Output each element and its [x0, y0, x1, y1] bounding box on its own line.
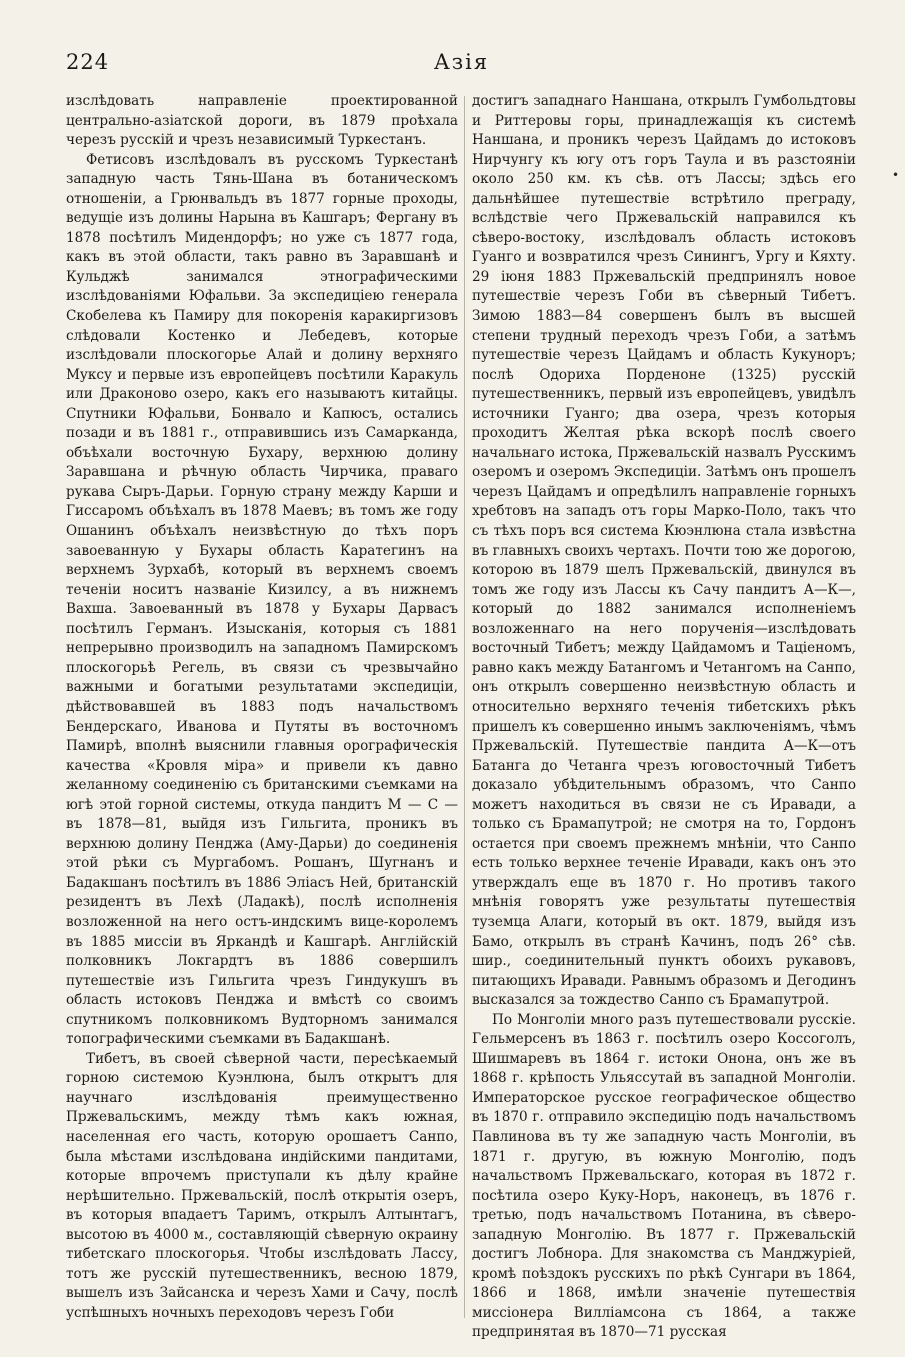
paragraph: Тибетъ, въ своей сѣверной части, пересѣкаемый горною системою Куэнлюна, былъ открытъ для научнаго изслѣдованія преимущественно Пржевальскимъ, между тѣмъ какъ южная, населенная его часть, которую орошаетъ Санпо, была мѣстами изслѣдована индійскими пандитами, которые впрочемъ приступали къ дѣлу крайне нерѣшительно. Пржевальскій, послѣ открытія озеръ, въ которыя впадаетъ Таримъ, открылъ Алтынтагъ, высотою въ 4000 м., составляющій сѣверную окраину тибетскаго плоскогорья. Чтобы изслѣдовать Лассу, тотъ же русскій путешественникъ, весною 1879, вышелъ изъ Зайсанска и черезъ Хами и Сачу, послѣ успѣшныхъ ночныхъ переходовъ черезъ Гоби — [66, 1050, 458, 1321]
column-divider — [464, 96, 465, 1318]
running-title: Азія — [433, 50, 490, 74]
paragraph: По Монголіи много разъ путешествовали русскіе. Гельмерсенъ въ 1863 г. посѣтилъ озеро Коссоголъ, Шишмаревъ въ 1864 г. истоки Онона, онъ же въ 1868 г. крѣпость Ульяссутай въ западной Монголіи. Императорское русское географическое общество въ 1870 г. отправило экспедицію подъ начальствомъ Павлинова въ ту же западную часть Монголіи, въ 1871 г. другую, въ южную Монголію, подъ начальствомъ Пржевальскаго, которая въ 1872 г. посѣтила озеро Куку-Норъ, наконецъ, въ 1876 г. третью, подъ начальствомъ Потанина, въ сѣверо-западную Монголію. Въ 1877 г. Пржевальскій достигъ Лобнора. Для знакомства съ Манджуріей, кромѣ поѣздокъ русскихъ по рѣкѣ Сунгари въ 1864, 1866 и 1868, имѣли значеніе путешествія миссіонера Вилліамсона съ 1864, а также предпринятая въ 1870—71 русская — [472, 1011, 856, 1341]
paragraph: достигъ западнаго Наншана, открылъ Гумбольдтовы и Риттеровы горы, принадлежащія къ системѣ Наншана, и проникъ черезъ Цайдамъ до истоковъ Нирчунгу къ югу отъ горъ Таула и въ разстояніи около 250 км. къ сѣв. отъ Лассы; здѣсь его дальнѣйшее путешествіе встрѣтило преграду, вслѣдствіе чего Пржевальскій направился къ сѣверо-востоку, изслѣдовалъ область истоковъ Гуанго и возвратился чрезъ Синингъ, Ургу и Кяхту. 29 іюня 1883 Пржевальскій предпринялъ новое путешествіе черезъ Гоби въ сѣверный Тибетъ. Зимою 1883—84 совершенъ былъ въ высшей степени трудный переходъ чрезъ Гоби, а затѣмъ путешествіе черезъ Цайдамъ и область Кукуноръ; послѣ Одориха Порденоне (1325) русскій путешественникъ, первый изъ европейцевъ, увидѣлъ источники Гуанго; два озера, чрезъ которыя проходитъ Желтая рѣка вскорѣ послѣ своего начальнаго истока, Пржевальскій назвалъ Русскимъ озеромъ и озеромъ Экспедиціи. Затѣмъ онъ прошелъ черезъ Цайдамъ и опредѣлилъ направленіе горныхъ хребтовъ на западъ отъ горы Марко-Поло, такъ что съ тѣхъ поръ вся система Кюэнлюна стала извѣстна въ главныхъ своихъ чертахъ. Почти тою же дорогою, которою въ 1879 шелъ Пржевальскій, двинулся въ томъ же году изъ Лассы къ Сачу пандитъ А—К—, который до 1882 занимался исполненіемъ возложеннаго на него порученія—изслѣдовать восточный Тибетъ; между Цайдамомъ и Таціеномъ, равно какъ между Батангомъ и Четангомъ на Санпо, онъ открылъ совершенно неизвѣстную область и относительно верхняго теченія тибетскихъ рѣкъ пришелъ къ совершенно инымъ заключеніямъ, чѣмъ Пржевальскій. Путешествіе пандита А—К—отъ Батанга до Четанга чрезъ юговосточный Тибетъ доказало убѣдительнымъ образомъ, что Санпо можетъ находиться въ связи не съ Иравади, а только съ Брамапутрой; не смотря на то, Гордонъ остается при своемъ прежнемъ мнѣніи, что Санпо есть только верхнее теченіе Иравади, какъ онъ это утверждалъ еще въ 1870 г. Но противъ такого мнѣнія говорятъ уже результаты путешествія туземца Алаги, который въ окт. 1879, выйдя изъ Бамо, открылъ въ странѣ Качинъ, подъ 26° сѣв. шир., соединительный пунктъ обоихъ рукавовъ, питающихъ Иравади. Равнымъ образомъ и Дегодинъ высказался за тождество Санпо съ Брамапутрой. — [472, 93, 856, 1009]
left-column — [66, 92, 458, 1322]
margin-mark: • — [892, 168, 900, 182]
paragraph: Фетисовъ изслѣдовалъ въ русскомъ Туркестанѣ западную часть Тянь-Шана въ ботаническомъ отношеніи, а Грюнвальдъ въ 1877 горные проходы, ведущіе изъ долины Нарына въ Кашгаръ; Фергану въ 1878 посѣтилъ Мидендорфъ; но уже съ 1877 года, какъ въ этой области, такъ равно въ Заравшанѣ и Кульджѣ занимался этнографическими изслѣдованіями Юфальви. За экспедиціею генерала Скобелева къ Памиру для покоренія каракиргизовъ слѣдовали Костенко и Лебедевъ, которые изслѣдовали плоскогорье Алай и долину верхняго Муксу и первые изъ европейцевъ посѣтили Каракуль или Драконово озеро, какъ его называютъ китайцы. Спутники Юфальви, Бонвало и Капюсъ, остались позади и въ 1881 г., отправившись изъ Самарканда, объѣхали восточную Бухару, верхнюю долину Заравшана и рѣчную область Чирчика, праваго рукава Сыръ-Дарьи. Горную страну между Карши и Гиссаромъ объѣхалъ въ 1878 Маевъ; въ томъ же году Ошанинъ объѣхалъ неизвѣстную до тѣхъ поръ завоеванную у Бухары область Каратегинъ на верхнемъ Зурхабѣ, который въ верхнемъ своемъ теченіи носитъ названіе Кизилсу, а въ нижнемъ Вахша. Завоеванный въ 1878 у Бухары Дарвасъ посѣтилъ Германъ. Изысканія, которыя съ 1881 непрерывно производилъ на западномъ Памирскомъ плоскогорьѣ Регель, въ связи съ чрезвычайно важными и богатыми результатами экспедиціи, дѣйствовавшей въ 1883 подъ начальствомъ Бендерскаго, Иванова и Путяты въ восточномъ Памирѣ, вполнѣ выяснили главныя орографическія качества «Кровля міра» и привели къ давно желанному соединенію съ британскими съемками на югѣ этой горной системы, откуда пандитъ М — С — въ 1878—81, выйдя изъ Гильгита, проникъ въ верхнюю долину Пенджа (Аму-Дарьи) до соединенія этой рѣки съ Мургабомъ. Рошанъ, Шугнанъ и Бадакшанъ посѣтилъ въ 1886 Эліасъ Ней, британскій резидентъ въ Лехѣ (Ладакѣ), послѣ исполненія возложенной на него остъ-индскимъ вице-королемъ въ 1885 миссіи въ Яркандѣ и Кашгарѣ. Англійскій полковникъ Локгардтъ въ 1886 совершилъ путешествіе изъ Гильгита чрезъ Гиндукушъ въ область истоковъ Пенджа и вмѣстѣ со своимъ спутникомъ полковникомъ Вудторномъ занимался топографическими съемками въ Бадакшанѣ. — [66, 151, 458, 1048]
right-column — [472, 92, 856, 1341]
paragraph: изслѣдовать направленіе проектированной центрально-азіатской дороги, въ 1879 проѣхала черезъ русскій и чрезъ независимый Туркестанъ. — [66, 93, 458, 149]
page-number: 224 — [66, 50, 110, 74]
page-header — [66, 50, 857, 82]
